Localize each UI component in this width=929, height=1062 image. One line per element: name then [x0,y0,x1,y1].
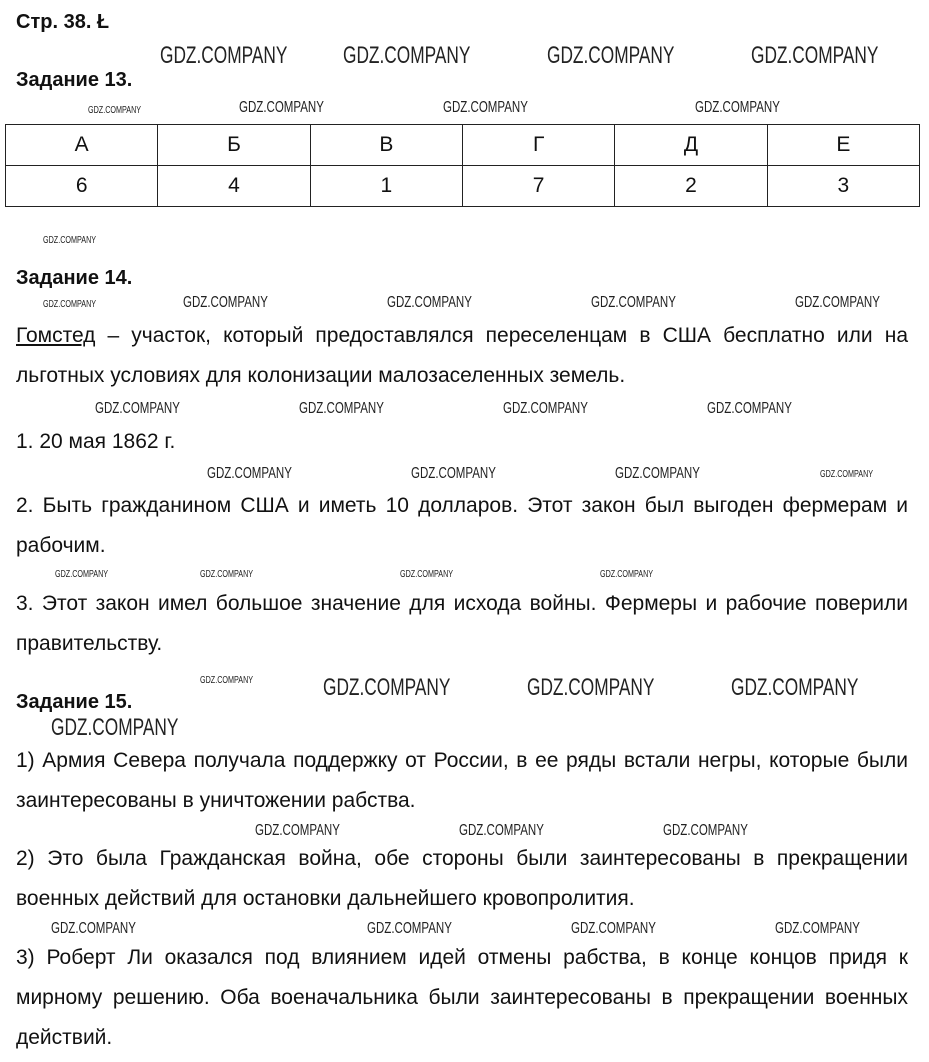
watermark: GDZ.COMPANY [255,822,340,839]
task15-answer-3: 3) Роберт Ли оказался под влиянием идей отмены рабства, в конце концов придя к мирному решению. Оба военачальника были заинтересованы в прекращении военных действий. [16,946,908,1049]
watermark: GDZ.COMPANY [367,920,452,937]
watermark: GDZ.COMPANY [547,42,675,69]
watermark: GDZ.COMPANY [160,42,288,69]
watermark: GDZ.COMPANY [731,674,859,701]
table-row [6,166,920,207]
watermark: GDZ.COMPANY [55,569,109,580]
term-definition [16,316,908,396]
watermark: GDZ.COMPANY [615,465,700,482]
watermark: GDZ.COMPANY [43,299,97,310]
watermark: GDZ.COMPANY [387,294,472,311]
table-header-cell: Д [615,125,767,166]
watermark: GDZ.COMPANY [299,400,384,417]
task15-title: Задание 15. [16,691,133,713]
watermark: GDZ.COMPANY [695,99,780,116]
table-header-cell: Г [462,125,614,166]
task14-title: Задание 14. [16,267,133,289]
task15-answer-1: 1) Армия Севера получала поддержку от России, в ее ряды встали негры, которые были заинтересованы в уничтожении рабства. [16,749,908,812]
watermark: GDZ.COMPANY [775,920,860,937]
table-cell: 1 [310,166,462,207]
table-cell: 7 [462,166,614,207]
table-cell: 3 [767,166,919,207]
watermark: GDZ.COMPANY [663,822,748,839]
term: Гомстед [16,324,96,347]
watermark: GDZ.COMPANY [88,105,142,116]
watermark: GDZ.COMPANY [459,822,544,839]
watermark: GDZ.COMPANY [51,714,179,741]
watermark: GDZ.COMPANY [600,569,654,580]
table-header-cell: А [6,125,158,166]
table-header-row [6,125,920,166]
table-header-cell: Е [767,125,919,166]
watermark: GDZ.COMPANY [503,400,588,417]
task14-answer-1: 1. 20 мая 1862 г. [16,430,176,453]
page-label: Стр. 38. Ł [16,11,110,33]
table-cell: 2 [615,166,767,207]
watermark: GDZ.COMPANY [200,569,254,580]
definition-text: – участок, который предоставлялся переселенцам в США бесплатно или на льготных условиях для колонизации малозаселенных земель. [16,324,908,387]
table-cell: 6 [6,166,158,207]
watermark: GDZ.COMPANY [95,400,180,417]
watermark: GDZ.COMPANY [707,400,792,417]
watermark: GDZ.COMPANY [343,42,471,69]
task15-answer-2: 2) Это была Гражданская война, обе стороны были заинтересованы в прекращении военных действий для остановки дальнейшего кровопролития. [16,847,908,910]
watermark: GDZ.COMPANY [571,920,656,937]
watermark: GDZ.COMPANY [443,99,528,116]
table-cell: 4 [158,166,310,207]
task14-answer-2: 2. Быть гражданином США и иметь 10 долларов. Этот закон был выгоден фермерам и рабочим. [16,494,908,557]
table-header-cell: Б [158,125,310,166]
watermark: GDZ.COMPANY [400,569,454,580]
watermark: GDZ.COMPANY [411,465,496,482]
watermark: GDZ.COMPANY [183,294,268,311]
watermark: GDZ.COMPANY [820,469,874,480]
watermark: GDZ.COMPANY [239,99,324,116]
watermark: GDZ.COMPANY [43,235,97,246]
answer-table [5,124,920,207]
table-header-cell: В [310,125,462,166]
watermark: GDZ.COMPANY [200,675,254,686]
watermark: GDZ.COMPANY [323,674,451,701]
watermark: GDZ.COMPANY [751,42,879,69]
watermark: GDZ.COMPANY [527,674,655,701]
task14-answer-3: 3. Этот закон имел большое значение для исхода войны. Фермеры и рабочие поверили правительству. [16,592,908,655]
task13-title: Задание 13. [16,69,133,91]
watermark: GDZ.COMPANY [795,294,880,311]
watermark: GDZ.COMPANY [591,294,676,311]
watermark: GDZ.COMPANY [207,465,292,482]
watermark: GDZ.COMPANY [51,920,136,937]
